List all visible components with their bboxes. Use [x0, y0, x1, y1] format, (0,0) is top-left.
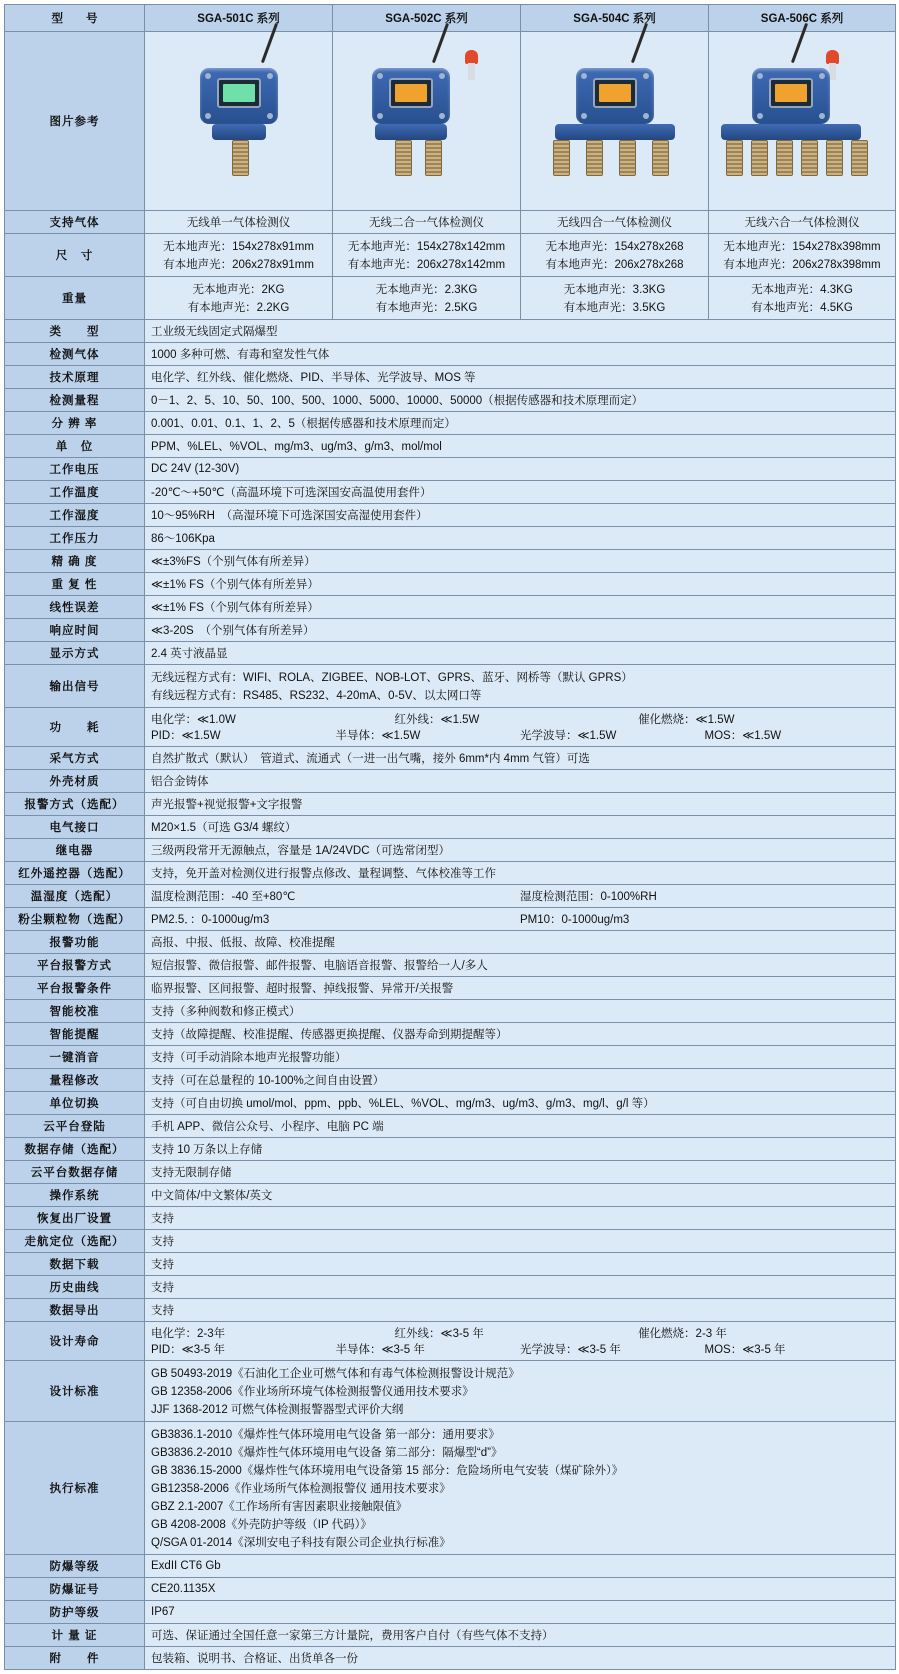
row-label: 云平台数据存储: [5, 1161, 145, 1184]
humidity-range: 湿度检测范围：0-100%RH: [520, 891, 657, 903]
detector-illustration-quad: [530, 40, 700, 200]
row-label: 检测气体: [5, 343, 145, 366]
life-mos: MOS：≪3-5 年: [704, 1344, 786, 1356]
size-no-alarm: 无本地声光：154x278x142mm: [347, 241, 506, 253]
row-label: 报警方式（选配）: [5, 793, 145, 816]
table-row-alarm-function: [5, 931, 896, 954]
standard-line: GB3836.1-2010《爆炸性气体环境用电气设备 第一部分：通用要求》: [151, 1429, 500, 1441]
table-row-resolution: [5, 412, 896, 435]
row-value: 包装箱、说明书、合格证、出货单各一份: [145, 1647, 896, 1670]
row-label: 附 件: [5, 1647, 145, 1670]
table-row-exec-standard: [5, 1422, 896, 1555]
table-row-factory-reset: [5, 1207, 896, 1230]
table-row-range-modify: [5, 1069, 896, 1092]
table-row-smart-calibration: [5, 1000, 896, 1023]
table-row-linearity: [5, 596, 896, 619]
standard-line: GB 12358-2006《作业场所环境气体检测报警仪通用技术要求》: [151, 1386, 474, 1398]
table-row-dust-option: [5, 908, 896, 931]
row-label: 报警功能: [5, 931, 145, 954]
table-row-platform-alarm-mode: [5, 954, 896, 977]
row-label: 红外遥控器（选配）: [5, 862, 145, 885]
row-label: 采气方式: [5, 747, 145, 770]
device-image-3: [521, 32, 709, 211]
weight-no-alarm: 无本地声光：3.3KG: [563, 284, 666, 296]
row-label: 数据下载: [5, 1253, 145, 1276]
power-pid: PID：≪1.5W: [151, 730, 221, 742]
row-value: 10～95%RH （高湿环境下可选深国安高湿使用套件）: [145, 504, 896, 527]
model-col-4: SGA-506C 系列: [709, 5, 896, 32]
table-row-ex-cert: [5, 1578, 896, 1601]
row-label: 防爆证号: [5, 1578, 145, 1601]
table-row-accessories: [5, 1647, 896, 1670]
sensor-probe-icon: [619, 140, 636, 176]
design-standard-value: [145, 1361, 896, 1422]
power-electrochemical: 电化学：≪1.0W: [151, 714, 236, 726]
model-col-1: SGA-501C 系列: [145, 5, 333, 32]
table-row-data-export: [5, 1299, 896, 1322]
row-value: 支持: [145, 1230, 896, 1253]
weight-with-alarm: 有本地声光：3.5KG: [563, 302, 666, 314]
temp-humidity-value: [145, 885, 896, 908]
row-label: 检测量程: [5, 389, 145, 412]
table-row-mobile-positioning: [5, 1230, 896, 1253]
table-row-platform-alarm-condition: [5, 977, 896, 1000]
size-2: [333, 234, 521, 277]
table-row-housing: [5, 770, 896, 793]
gas-support-3: 无线四合一气体检测仪: [521, 211, 709, 234]
size-with-alarm: 有本地声光：206x278x91mm: [163, 259, 314, 271]
row-label: 一键消音: [5, 1046, 145, 1069]
sensor-probe-icon: [553, 140, 570, 176]
row-label: 技术原理: [5, 366, 145, 389]
weight-with-alarm: 有本地声光：4.5KG: [751, 302, 853, 314]
table-row-metrology-cert: [5, 1624, 896, 1647]
power-value: [145, 708, 896, 747]
device-image-1: [145, 32, 333, 211]
row-label: 智能校准: [5, 1000, 145, 1023]
standard-line: JJF 1368-2012 可燃气体检测报警器型式评价大纲: [151, 1404, 404, 1416]
table-row-work-humidity: [5, 504, 896, 527]
row-label: 计 量 证: [5, 1624, 145, 1647]
table-row-alarm-mode: [5, 793, 896, 816]
table-row-relay: [5, 839, 896, 862]
row-value: M20×1.5（可选 G3/4 螺纹）: [145, 816, 896, 839]
exec-standard-value: [145, 1422, 896, 1555]
row-label-power: 功 耗: [5, 708, 145, 747]
row-label: 线性误差: [5, 596, 145, 619]
power-optical: 光学波导：≪1.5W: [520, 730, 617, 742]
table-row-work-pressure: [5, 527, 896, 550]
row-label: 单 位: [5, 435, 145, 458]
life-catalytic: 催化燃烧：2-3 年: [638, 1328, 727, 1340]
display-icon: [389, 78, 433, 108]
spec-table: [4, 4, 896, 1670]
table-row-ex-grade: [5, 1555, 896, 1578]
weight-with-alarm: 有本地声光：2.5KG: [375, 302, 478, 314]
row-label: 防爆等级: [5, 1555, 145, 1578]
power-infrared: 红外线：≪1.5W: [394, 714, 480, 726]
row-value: 支持: [145, 1207, 896, 1230]
row-label-gas-support: 支持气体: [5, 211, 145, 234]
row-label: 单位切换: [5, 1092, 145, 1115]
life-optical: 光学波导：≪3-5 年: [520, 1344, 621, 1356]
model-col-2: SGA-502C 系列: [333, 5, 521, 32]
dust-value: [145, 908, 896, 931]
device-image-4: [709, 32, 896, 211]
table-row-output-signal: [5, 665, 896, 708]
row-value: 声光报警+视觉报警+文字报警: [145, 793, 896, 816]
size-with-alarm: 有本地声光：206x278x142mm: [347, 259, 506, 271]
table-row-image: [5, 32, 896, 211]
table-row-mute: [5, 1046, 896, 1069]
table-row-tech-principle: [5, 366, 896, 389]
display-icon: [593, 78, 637, 108]
row-value: 高报、中报、低报、故障、校准提醒: [145, 931, 896, 954]
power-mos: MOS：≪1.5W: [704, 730, 782, 742]
life-pid: PID：≪3-5 年: [151, 1344, 226, 1356]
row-label: 走航定位（选配）: [5, 1230, 145, 1253]
row-label: 云平台登陆: [5, 1115, 145, 1138]
pm25-range: PM2.5．：0-1000ug/m3: [151, 914, 270, 926]
row-value: IP67: [145, 1601, 896, 1624]
life-electrochemical: 电化学：2-3年: [151, 1328, 226, 1340]
row-label: 类 型: [5, 320, 145, 343]
life-infrared: 红外线：≪3-5 年: [394, 1328, 484, 1340]
table-row-cloud-storage: [5, 1161, 896, 1184]
table-row-data-storage: [5, 1138, 896, 1161]
row-value: 0－1、2、5、10、50、100、500、1000、5000、10000、50000（根据传感器和技术原理而定）: [145, 389, 896, 412]
table-row-sampling: [5, 747, 896, 770]
table-row-electrical-interface: [5, 816, 896, 839]
detector-illustration-hex: [714, 40, 890, 200]
row-value: 支持 10 万条以上存储: [145, 1138, 896, 1161]
size-with-alarm: 有本地声光：206x278x268: [545, 259, 684, 271]
table-row-detect-gas: [5, 343, 896, 366]
table-row-gas-support: [5, 211, 896, 234]
row-value: 短信报警、微信报警、邮件报警、电脑语音报警、报警给一人/多人: [145, 954, 896, 977]
model-col-3: SGA-504C 系列: [521, 5, 709, 32]
enclosure-icon: [576, 68, 654, 124]
table-row-repeatability: [5, 573, 896, 596]
row-value: 支持: [145, 1253, 896, 1276]
row-label: 外壳材质: [5, 770, 145, 793]
sensor-probe-icon: [232, 140, 249, 176]
size-no-alarm: 无本地声光：154x278x91mm: [163, 241, 314, 253]
power-line-1: [151, 711, 889, 727]
power-line-2: [151, 727, 889, 743]
manifold-icon: [212, 124, 266, 140]
row-label-output-signal: 输出信号: [5, 665, 145, 708]
sensor-probe-icon: [826, 140, 843, 176]
device-image-2: [333, 32, 521, 211]
row-label-exec-standard: 执行标准: [5, 1422, 145, 1555]
size-4: [709, 234, 896, 277]
table-row-response-time: [5, 619, 896, 642]
row-label: 平台报警条件: [5, 977, 145, 1000]
table-row-size: [5, 234, 896, 277]
standard-line: GB3836.2-2010《爆炸性气体环境用电气设备 第二部分：隔爆型“d”》: [151, 1447, 503, 1459]
row-label-weight: 重量: [5, 277, 145, 320]
sensor-probe-icon: [851, 140, 868, 176]
sensor-probe-icon: [652, 140, 669, 176]
row-label: 工作压力: [5, 527, 145, 550]
row-value: 2.4 英寸液晶显: [145, 642, 896, 665]
row-value: 1000 多种可燃、有毒和窒发性气体: [145, 343, 896, 366]
row-value: PPM、%LEL、%VOL、mg/m3、ug/m3、g/m3、mol/mol: [145, 435, 896, 458]
row-label: 电气接口: [5, 816, 145, 839]
sensor-probe-icon: [751, 140, 768, 176]
sensor-probe-icon: [586, 140, 603, 176]
row-label: 数据存储（选配）: [5, 1138, 145, 1161]
table-row-display: [5, 642, 896, 665]
weight-1: [145, 277, 333, 320]
table-row-header: [5, 5, 896, 32]
enclosure-icon: [372, 68, 450, 124]
row-value: 可选、保证通过全国任意一家第三方计量院，费用客户自付（有些气体不支持）: [145, 1624, 896, 1647]
standard-line: GB 4208-2008《外壳防护等级（IP 代码）》: [151, 1519, 372, 1531]
row-value: 支持（可手动消除本地声光报警功能）: [145, 1046, 896, 1069]
row-label: 精 确 度: [5, 550, 145, 573]
output-signal-value: [145, 665, 896, 708]
manifold-icon: [555, 124, 675, 140]
standard-line: Q/SGA 01-2014《深圳安电子科技有限公司企业执行标准》: [151, 1537, 451, 1549]
table-row-os: [5, 1184, 896, 1207]
row-value: 铝合金铸体: [145, 770, 896, 793]
temp-range: 温度检测范围：-40 至+80℃: [151, 891, 296, 903]
row-value: ≪±1% FS（个别气体有所差异）: [145, 596, 896, 619]
table-row-cloud-login: [5, 1115, 896, 1138]
row-label: 数据导出: [5, 1299, 145, 1322]
standard-line: GBZ 2.1-2007《工作场所有害因素职业接触限值》: [151, 1501, 408, 1513]
row-label: 工作温度: [5, 481, 145, 504]
row-label: 防护等级: [5, 1601, 145, 1624]
manifold-icon: [721, 124, 861, 140]
weight-no-alarm: 无本地声光：4.3KG: [751, 284, 853, 296]
row-value: 支持，免开盖对检测仪进行报警点修改、量程调整、气体校准等工作: [145, 862, 896, 885]
table-row-voltage: [5, 458, 896, 481]
row-value: 工业级无线固定式隔爆型: [145, 320, 896, 343]
row-value: 支持（可在总量程的 10-100%之间自由设置）: [145, 1069, 896, 1092]
row-label: 继电器: [5, 839, 145, 862]
row-value: 临界报警、区间报警、超时报警、掉线报警、异常开/关报警: [145, 977, 896, 1000]
row-value: 支持: [145, 1276, 896, 1299]
row-label-image: 图片参考: [5, 32, 145, 211]
table-row-work-temp: [5, 481, 896, 504]
row-label: 恢复出厂设置: [5, 1207, 145, 1230]
sensor-probe-icon: [425, 140, 442, 176]
standard-line: GB12358-2006《作业场所气体检测报警仪 通用技术要求》: [151, 1483, 451, 1495]
table-row-unit: [5, 435, 896, 458]
pm10-range: PM10：0-1000ug/m3: [520, 914, 630, 926]
row-value: 0.001、0.01、0.1、1、2、5（根据传感器和技术原理而定）: [145, 412, 896, 435]
row-label-design-standard: 设计标准: [5, 1361, 145, 1422]
output-wired: 有线远程方式有：RS485、RS232、4-20mA、0-5V、以太网口等: [151, 690, 482, 702]
size-3: [521, 234, 709, 277]
table-row-data-download: [5, 1253, 896, 1276]
row-label: 显示方式: [5, 642, 145, 665]
sensor-probe-icon: [801, 140, 818, 176]
life-line-1: [151, 1325, 889, 1341]
weight-2: [333, 277, 521, 320]
row-value: ≪3-20S （个别气体有所差异）: [145, 619, 896, 642]
weight-with-alarm: 有本地声光：2.2KG: [187, 302, 290, 314]
life-line-2: [151, 1341, 889, 1357]
life-semiconductor: 半导体：≪3-5 年: [335, 1344, 425, 1356]
row-label: 工作电压: [5, 458, 145, 481]
row-value: 中文简体/中文繁体/英文: [145, 1184, 896, 1207]
row-label-model: 型 号: [5, 5, 145, 32]
row-value: 自然扩散式（默认） 管道式、流通式（一进一出气嘴，接外 6mm*内 4mm 气管）可选: [145, 747, 896, 770]
gas-support-2: 无线二合一气体检测仪: [333, 211, 521, 234]
row-value: 手机 APP、微信公众号、小程序、电脑 PC 端: [145, 1115, 896, 1138]
table-row-ir-remote: [5, 862, 896, 885]
standard-line: GB 3836.15-2000《爆炸性气体环境用电气设备第 15 部分：危险场所电气安装（煤矿除外）》: [151, 1465, 624, 1477]
row-label: 智能提醒: [5, 1023, 145, 1046]
table-row-design-standard: [5, 1361, 896, 1422]
size-no-alarm: 无本地声光：154x278x398mm: [723, 241, 881, 253]
row-label: 响应时间: [5, 619, 145, 642]
table-row-power: [5, 708, 896, 747]
row-value: 电化学、红外线、催化燃烧、PID、半导体、光学波导、MOS 等: [145, 366, 896, 389]
table-row-range: [5, 389, 896, 412]
detector-illustration-dual: [347, 40, 507, 200]
manifold-icon: [375, 124, 447, 140]
row-label-design-life: 设计寿命: [5, 1322, 145, 1361]
row-value: 支持（故障提醒、校准提醒、传感器更换提醒、仪器寿命到期提醒等）: [145, 1023, 896, 1046]
row-value: DC 24V (12-30V): [145, 458, 896, 481]
sensor-probe-icon: [395, 140, 412, 176]
standard-line: GB 50493-2019《石油化工企业可燃气体和有毒气体检测报警设计规范》: [151, 1368, 520, 1380]
output-wireless: 无线远程方式有：WIFI、ROLA、ZIGBEE、NOB-LOT、GPRS、蓝牙、网桥等（默认 GPRS）: [151, 672, 633, 684]
row-label: 重 复 性: [5, 573, 145, 596]
table-row-accuracy: [5, 550, 896, 573]
display-icon: [217, 78, 261, 108]
row-value: 支持无限制存储: [145, 1161, 896, 1184]
power-semiconductor: 半导体：≪1.5W: [335, 730, 421, 742]
row-label: 工作湿度: [5, 504, 145, 527]
row-label: 历史曲线: [5, 1276, 145, 1299]
detector-illustration-single: [164, 40, 314, 200]
table-row-type: [5, 320, 896, 343]
row-label: 分 辨 率: [5, 412, 145, 435]
row-value: 三级两段常开无源触点，容量是 1A/24VDC（可选常闭型）: [145, 839, 896, 862]
table-row-history-curve: [5, 1276, 896, 1299]
display-icon: [769, 78, 813, 108]
row-value: ExdII CT6 Gb: [145, 1555, 896, 1578]
row-value: 支持: [145, 1299, 896, 1322]
row-label: 平台报警方式: [5, 954, 145, 977]
alarm-lamp-icon: [465, 50, 478, 80]
size-no-alarm: 无本地声光：154x278x268: [545, 241, 684, 253]
weight-3: [521, 277, 709, 320]
weight-4: [709, 277, 896, 320]
sensor-probe-icon: [726, 140, 743, 176]
sensor-probe-icon: [776, 140, 793, 176]
enclosure-icon: [200, 68, 278, 124]
row-value: ≪±1% FS（个别气体有所差异）: [145, 573, 896, 596]
row-value: -20℃～+50℃（高温环境下可选深国安高温使用套件）: [145, 481, 896, 504]
table-row-smart-reminder: [5, 1023, 896, 1046]
gas-support-1: 无线单一气体检测仪: [145, 211, 333, 234]
weight-no-alarm: 无本地声光：2KG: [192, 284, 285, 296]
row-value: ≪±3%FS（个别气体有所差异）: [145, 550, 896, 573]
row-value: 支持（可自由切换 umol/mol、ppm、ppb、%LEL、%VOL、mg/m3、ug/m3、g/m3、mg/l、g/l 等）: [145, 1092, 896, 1115]
row-value: 86～106Kpa: [145, 527, 896, 550]
weight-no-alarm: 无本地声光：2.3KG: [375, 284, 478, 296]
row-label: 操作系统: [5, 1184, 145, 1207]
design-life-value: [145, 1322, 896, 1361]
size-with-alarm: 有本地声光：206x278x398mm: [723, 259, 881, 271]
table-row-weight: [5, 277, 896, 320]
enclosure-icon: [752, 68, 830, 124]
size-1: [145, 234, 333, 277]
table-row-design-life: [5, 1322, 896, 1361]
row-label: 量程修改: [5, 1069, 145, 1092]
row-value: CE20.1135X: [145, 1578, 896, 1601]
row-label-dust: 粉尘颗粒物（选配）: [5, 908, 145, 931]
table-row-unit-switch: [5, 1092, 896, 1115]
row-label-size: 尺 寸: [5, 234, 145, 277]
row-label-temp-humidity: 温湿度（选配）: [5, 885, 145, 908]
row-value: 支持（多种阀数和修正模式）: [145, 1000, 896, 1023]
power-catalytic: 催化燃烧：≪1.5W: [638, 714, 735, 726]
table-row-temp-humidity-option: [5, 885, 896, 908]
gas-support-4: 无线六合一气体检测仪: [709, 211, 896, 234]
